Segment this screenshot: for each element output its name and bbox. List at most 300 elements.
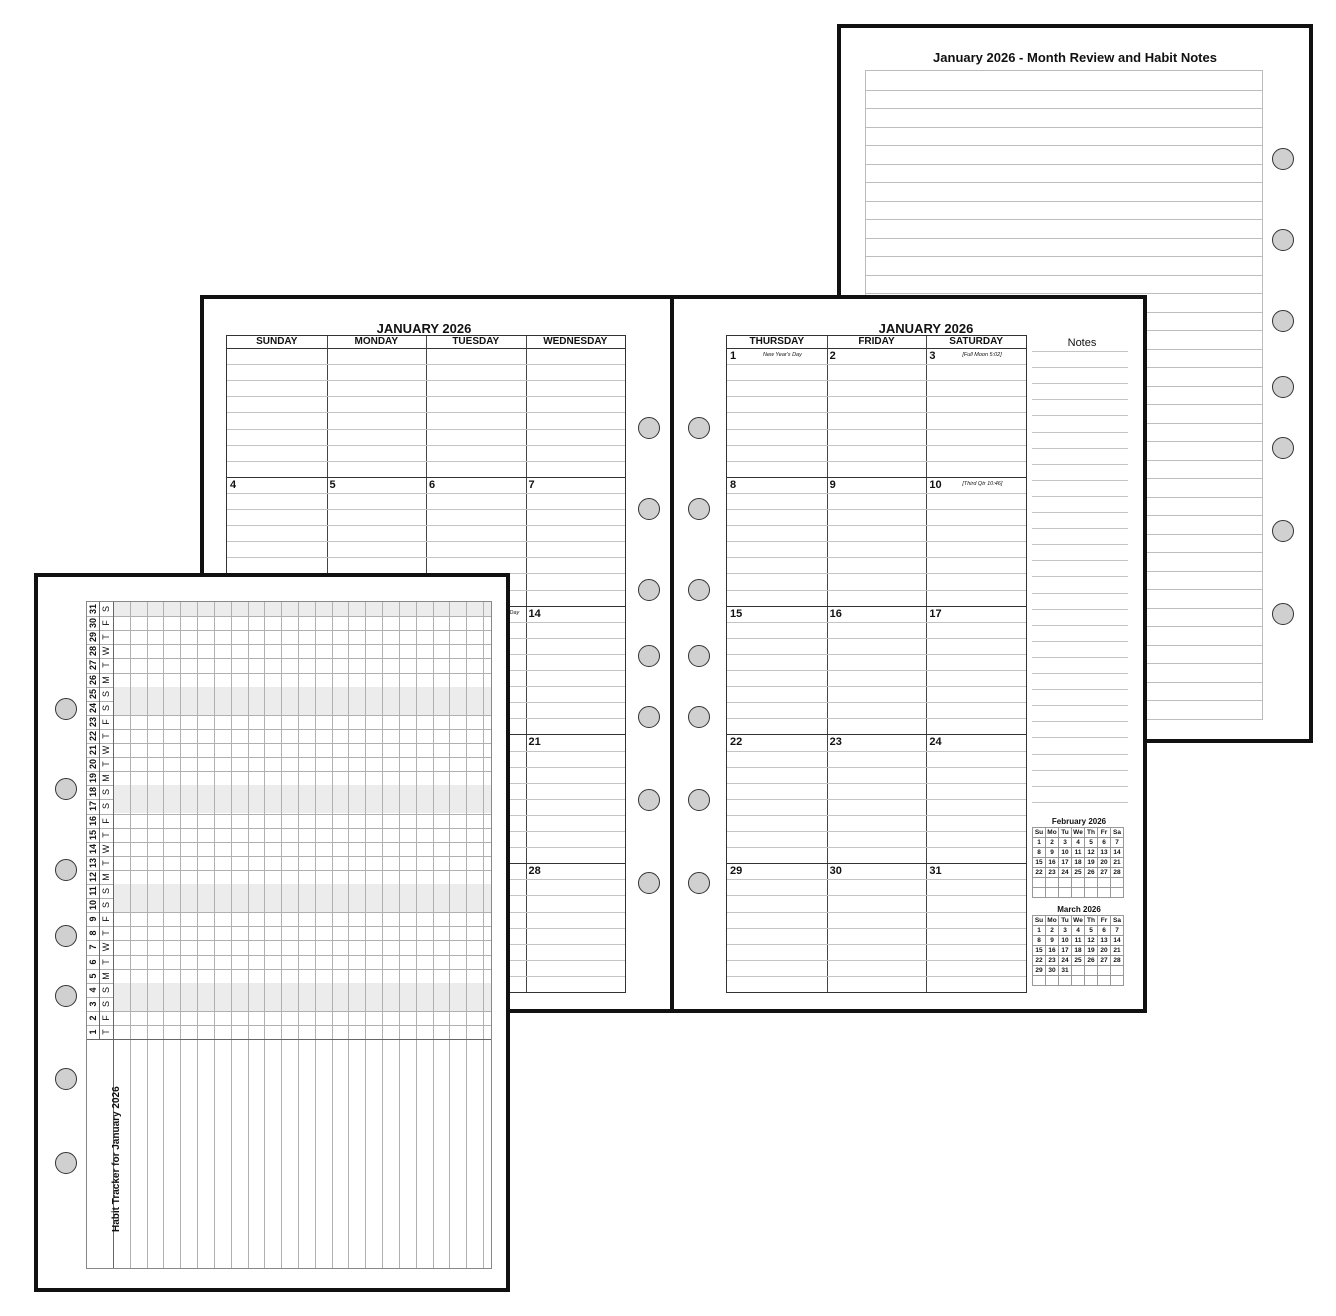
mini-calendar-title: March 2026 — [1057, 905, 1101, 914]
habit-weekday-letter: W — [101, 647, 111, 656]
mini-calendar-week — [1033, 956, 1124, 966]
habit-column-line — [197, 602, 198, 1268]
habit-column-line — [298, 602, 299, 1268]
punch-hole — [638, 498, 660, 520]
date-number: 8 — [730, 478, 737, 491]
ruled-line — [727, 751, 1026, 752]
date-number: 5 — [329, 478, 336, 491]
ruled-line — [727, 380, 1026, 381]
mini-calendar-weekday: Fr — [1098, 916, 1111, 926]
ruled-line — [1032, 770, 1128, 771]
notes-lines — [1032, 351, 1128, 811]
mini-calendar-day: 13 — [1098, 848, 1111, 858]
habit-column-line — [416, 602, 417, 1268]
mini-calendar-week — [1033, 838, 1124, 848]
habit-day-number: 17 — [88, 801, 98, 812]
ruled-line — [866, 293, 1262, 294]
mini-calendar-weekday: Sa — [1111, 828, 1124, 838]
weekend-shade — [113, 983, 491, 997]
date-number: 16 — [829, 607, 842, 620]
ruled-line — [727, 783, 1026, 784]
ruled-line — [727, 670, 1026, 671]
mini-calendar-day: 1 — [1033, 926, 1046, 936]
ruled-line — [1032, 448, 1128, 449]
date-number: 2 — [829, 350, 836, 362]
punch-hole — [688, 872, 710, 894]
punch-hole — [638, 872, 660, 894]
habit-weekday-letter: T — [101, 634, 111, 640]
mini-calendar-day — [1085, 888, 1098, 898]
punch-hole — [1272, 437, 1294, 459]
week-divider — [227, 477, 625, 478]
ruled-line — [727, 461, 1026, 462]
mini-calendar-day: 5 — [1085, 838, 1098, 848]
mini-calendar-day: 14 — [1111, 936, 1124, 946]
mini-calendar-day — [1046, 976, 1059, 986]
habit-day-number: 25 — [88, 688, 98, 699]
habit-column-line — [248, 602, 249, 1268]
habit-weekday-letter: F — [101, 1015, 111, 1021]
weekend-shade — [113, 884, 491, 898]
mini-calendar-day: 1 — [1033, 838, 1046, 848]
habit-day-number: 29 — [88, 632, 98, 643]
habit-weekday-letter: M — [101, 774, 111, 782]
mini-calendar-day: 16 — [1046, 946, 1059, 956]
habit-day-number: 4 — [88, 987, 98, 993]
right-page-title: JANUARY 2026 — [878, 321, 974, 336]
ruled-line — [227, 461, 625, 462]
mini-calendar-day — [1072, 966, 1085, 976]
mini-calendar-day: 4 — [1072, 926, 1085, 936]
mini-calendar-day — [1085, 976, 1098, 986]
habit-weekday-letter: S — [101, 704, 111, 711]
mini-calendar-day — [1072, 888, 1085, 898]
habit-weekday-letter: S — [101, 606, 111, 613]
ruled-line — [727, 718, 1026, 719]
mini-calendar-week — [1033, 926, 1124, 936]
habit-weekday-letter: T — [101, 958, 111, 965]
ruled-line — [227, 541, 625, 542]
ruled-line — [1032, 544, 1128, 545]
habit-weekday-letter: T — [101, 930, 111, 937]
ruled-line — [1032, 464, 1128, 465]
weekday-header: WEDNESDAY — [543, 336, 608, 347]
mini-calendar-day — [1059, 888, 1072, 898]
punch-hole — [638, 789, 660, 811]
ruled-line — [227, 396, 625, 397]
ruled-line — [1032, 721, 1128, 722]
ruled-line — [727, 654, 1026, 655]
ruled-line — [227, 509, 625, 510]
mini-calendar-weekday: Su — [1033, 828, 1046, 838]
habit-column-line — [264, 602, 265, 1268]
week-divider — [727, 606, 1026, 607]
mini-calendar-day: 6 — [1098, 926, 1111, 936]
habit-column-line — [348, 602, 349, 1268]
habit-column-line — [315, 602, 316, 1268]
habit-day-number: 3 — [88, 1001, 98, 1007]
mini-calendar-day — [1098, 976, 1111, 986]
ruled-line — [1032, 480, 1128, 481]
weekend-shade — [113, 898, 491, 912]
habit-column-line — [332, 602, 333, 1268]
ruled-line — [1032, 657, 1128, 658]
ruled-line — [727, 364, 1026, 365]
mini-calendar-week — [1033, 936, 1124, 946]
ruled-line — [866, 275, 1262, 276]
habit-weekday-letter: S — [101, 690, 111, 697]
mini-calendar-weekday: We — [1073, 917, 1083, 924]
date-number: 10 — [929, 478, 942, 491]
date-number: 28 — [528, 865, 541, 878]
habit-day-number: 16 — [88, 815, 98, 826]
mini-calendar-title: February 2026 — [1051, 817, 1107, 826]
ruled-line — [1032, 528, 1128, 529]
mini-calendar-weekday: Th — [1085, 916, 1098, 926]
mini-calendar-week — [1033, 946, 1124, 956]
moon-phase-note: [Third Qtr 10:46] — [962, 480, 1003, 487]
habit-day-number: 26 — [88, 674, 98, 685]
date-number: 15 — [730, 607, 743, 620]
habit-day-number: 19 — [88, 773, 98, 784]
date-number: 6 — [429, 478, 436, 491]
habit-day-number: 10 — [88, 900, 98, 911]
habit-column-line — [365, 602, 366, 1268]
ruled-line — [866, 256, 1262, 257]
habit-day-number: 12 — [88, 871, 98, 882]
punch-hole — [55, 925, 77, 947]
habit-column-line — [483, 602, 484, 1268]
mini-calendar-day: 20 — [1098, 946, 1111, 956]
habit-day-number: 28 — [88, 646, 98, 657]
ruled-line — [1032, 415, 1128, 416]
ruled-line — [1032, 737, 1128, 738]
ruled-line — [727, 847, 1026, 848]
mini-calendar-february — [1032, 817, 1126, 898]
ruled-line — [866, 145, 1262, 146]
mini-calendar-weekday: Tu — [1059, 828, 1072, 838]
punch-hole — [638, 579, 660, 601]
mini-calendar-week — [1033, 858, 1124, 868]
habit-weekday-letter: S — [101, 902, 111, 909]
mini-calendar-day: 9 — [1046, 936, 1059, 946]
habit-weekday-letter: M — [101, 675, 111, 684]
punch-hole — [688, 579, 710, 601]
mini-calendar-day — [1098, 878, 1111, 888]
mini-calendar-day: 7 — [1111, 926, 1124, 936]
mini-calendar-day: 9 — [1046, 848, 1059, 858]
habit-weekday-letter: S — [101, 1000, 111, 1007]
ruled-line — [727, 928, 1026, 929]
habit-day-number: 31 — [88, 604, 98, 615]
date-number: 22 — [730, 736, 743, 749]
habit-day-number: 8 — [88, 930, 98, 936]
mini-calendar-day: 10 — [1059, 848, 1072, 858]
ruled-line — [727, 976, 1026, 977]
weekend-shade — [113, 785, 491, 799]
mini-calendar-day: 6 — [1098, 838, 1111, 848]
habit-weekday-letter: S — [101, 803, 111, 810]
mini-calendar-weekday: Mo — [1047, 829, 1057, 836]
mini-calendar-day — [1098, 888, 1111, 898]
habit-weekday-letter: F — [101, 719, 111, 725]
weekend-shade — [113, 602, 491, 616]
habit-grid — [86, 601, 492, 1269]
mini-calendar-day: 11 — [1072, 936, 1085, 946]
habit-weekday-letter: M — [101, 873, 111, 881]
ruled-line — [1032, 786, 1128, 787]
mini-calendar-day — [1085, 966, 1098, 976]
habit-day-number: 27 — [88, 660, 98, 671]
mini-calendar-week — [1033, 888, 1124, 898]
habit-day-number: 14 — [88, 843, 98, 854]
ruled-line — [727, 912, 1026, 913]
header-divider — [727, 348, 1026, 349]
punch-hole — [1272, 603, 1294, 625]
weekday-header: SATURDAY — [949, 336, 1004, 347]
mini-calendar-week — [1033, 868, 1124, 878]
ruled-line — [727, 396, 1026, 397]
mini-calendar-day — [1046, 878, 1059, 888]
mini-calendar-day: 28 — [1111, 868, 1124, 878]
ruled-line — [227, 380, 625, 381]
ruled-line — [227, 525, 625, 526]
ruled-line — [866, 182, 1262, 183]
ruled-line — [727, 525, 1026, 526]
ruled-line — [727, 895, 1026, 896]
punch-hole — [688, 706, 710, 728]
habit-grid-divider — [87, 1039, 491, 1040]
left-page-title: JANUARY 2026 — [376, 321, 472, 336]
punch-hole — [55, 859, 77, 881]
mini-calendar-day — [1111, 976, 1124, 986]
right-calendar-grid — [726, 335, 1027, 993]
habit-day-number: 15 — [88, 829, 98, 840]
mini-calendar-weekday: Fr — [1098, 828, 1111, 838]
ruled-line — [727, 557, 1026, 558]
date-number: 14 — [528, 607, 541, 620]
habit-tracker-title: Habit Tracker for January 2026 — [111, 1086, 122, 1232]
mini-calendar-day: 21 — [1111, 858, 1124, 868]
mini-calendar-day: 22 — [1033, 956, 1046, 966]
habit-column-line — [163, 602, 164, 1268]
mini-calendar-day: 3 — [1059, 838, 1072, 848]
mini-calendar-day: 8 — [1033, 848, 1046, 858]
column-divider — [526, 336, 527, 992]
habit-column-line — [147, 602, 148, 1268]
mini-calendar-day: 13 — [1098, 936, 1111, 946]
ruled-line — [1032, 351, 1128, 352]
mini-calendar-day — [1033, 888, 1046, 898]
mini-calendar-day: 25 — [1072, 868, 1085, 878]
holiday-note: Day — [509, 609, 520, 616]
ruled-line — [1032, 705, 1128, 706]
weekend-shade — [113, 701, 491, 715]
punch-hole — [638, 706, 660, 728]
habit-column-line — [466, 602, 467, 1268]
mini-calendar-day: 29 — [1033, 966, 1046, 976]
habit-weekday-letter: W — [101, 745, 111, 755]
habit-day-number: 11 — [88, 886, 98, 896]
column-divider — [99, 602, 100, 1039]
punch-hole — [1272, 229, 1294, 251]
habit-weekday-letter: F — [101, 817, 111, 824]
notes-label: Notes — [1067, 337, 1097, 349]
habit-day-number: 21 — [88, 745, 98, 756]
mini-calendar-day: 27 — [1098, 956, 1111, 966]
mini-calendar-week — [1033, 848, 1124, 858]
habit-column-line — [433, 602, 434, 1268]
habit-day-number: 9 — [88, 916, 98, 922]
mini-calendar-day: 26 — [1085, 868, 1098, 878]
mini-calendar-week — [1033, 878, 1124, 888]
ruled-line — [227, 493, 625, 494]
ruled-line — [1032, 512, 1128, 513]
punch-hole — [55, 778, 77, 800]
habit-weekday-letter: F — [101, 916, 111, 922]
ruled-line — [727, 429, 1026, 430]
ruled-line — [866, 90, 1262, 91]
date-number: 7 — [528, 478, 535, 491]
date-number: 17 — [929, 607, 942, 620]
ruled-line — [227, 445, 625, 446]
mini-calendar-day: 5 — [1085, 926, 1098, 936]
mini-calendar-day: 21 — [1111, 946, 1124, 956]
ruled-line — [727, 767, 1026, 768]
habit-column-line — [214, 602, 215, 1268]
mini-calendar-weekday: Mo — [1047, 917, 1057, 924]
mini-calendar-weekday: Tu — [1059, 916, 1072, 926]
column-divider — [926, 336, 927, 992]
date-number: 3 — [929, 350, 936, 362]
punch-hole — [638, 645, 660, 667]
mini-calendar-day: 2 — [1046, 926, 1059, 936]
habit-weekday-letter: T — [101, 831, 111, 838]
mini-calendar-day: 27 — [1098, 868, 1111, 878]
habit-column-line — [449, 602, 450, 1268]
ruled-line — [727, 573, 1026, 574]
mini-calendar-day: 23 — [1046, 868, 1059, 878]
habit-weekday-letter: F — [101, 620, 111, 626]
mini-calendar-day: 18 — [1072, 858, 1085, 868]
weekday-header: TUESDAY — [452, 336, 500, 347]
ruled-line — [1032, 576, 1128, 577]
ruled-line — [227, 429, 625, 430]
weekday-header: FRIDAY — [858, 336, 895, 347]
ruled-line — [1032, 689, 1128, 690]
mini-calendar-day: 30 — [1046, 966, 1059, 976]
date-number: 30 — [829, 865, 842, 878]
habit-day-number: 7 — [88, 944, 98, 950]
mini-calendar-week — [1033, 976, 1124, 986]
mini-calendar-day: 24 — [1059, 868, 1072, 878]
habit-column-line — [130, 602, 131, 1268]
ruled-line — [1032, 802, 1128, 803]
mini-calendar-header-row — [1033, 916, 1124, 926]
habit-tracker-page — [34, 573, 510, 1292]
habit-column-line — [382, 602, 383, 1268]
ruled-line — [727, 412, 1026, 413]
mini-calendar-day: 8 — [1033, 936, 1046, 946]
weekday-header: SUNDAY — [256, 336, 298, 347]
punch-hole — [55, 1152, 77, 1174]
mini-calendar-day: 17 — [1059, 858, 1072, 868]
punch-hole — [688, 645, 710, 667]
mini-calendar-day: 23 — [1046, 956, 1059, 966]
ruled-line — [1032, 625, 1128, 626]
ruled-line — [1032, 367, 1128, 368]
date-number: 21 — [528, 736, 541, 749]
ruled-line — [727, 702, 1026, 703]
punch-hole — [688, 417, 710, 439]
punch-hole — [688, 789, 710, 811]
ruled-line — [727, 445, 1026, 446]
habit-weekday-letter: T — [101, 761, 111, 767]
mini-calendar-day — [1098, 966, 1111, 976]
habit-day-number: 1 — [88, 1029, 98, 1035]
mini-calendar-weekday: Sa — [1111, 916, 1124, 926]
mini-calendar-day: 11 — [1072, 848, 1085, 858]
ruled-line — [727, 509, 1026, 510]
ruled-line — [727, 960, 1026, 961]
habit-day-number: 22 — [88, 730, 98, 741]
mini-calendar-day: 17 — [1059, 946, 1072, 956]
habit-column-line — [180, 602, 181, 1268]
mini-calendar-day — [1111, 966, 1124, 976]
habit-weekday-letter: W — [101, 844, 111, 853]
week-divider — [727, 734, 1026, 735]
ruled-line — [1032, 496, 1128, 497]
mini-calendar-day: 22 — [1033, 868, 1046, 878]
mini-calendar-day: 25 — [1072, 956, 1085, 966]
ruled-line — [727, 831, 1026, 832]
weekend-shade — [113, 997, 491, 1011]
ruled-line — [727, 493, 1026, 494]
mini-calendar-weekday: We — [1073, 829, 1083, 836]
mini-calendar-week — [1033, 966, 1124, 976]
habit-weekday-letter: M — [101, 971, 111, 980]
date-number: 9 — [829, 478, 836, 491]
mini-calendar-day — [1111, 888, 1124, 898]
ruled-line — [727, 541, 1026, 542]
ruled-line — [727, 799, 1026, 800]
habit-column-line — [231, 602, 232, 1268]
right-month-page — [670, 295, 1147, 1013]
ruled-line — [866, 219, 1262, 220]
mini-calendar-day — [1033, 878, 1046, 888]
moon-phase-note: [Full Moon 5:02] — [962, 352, 1002, 358]
mini-calendar-day — [1046, 888, 1059, 898]
date-number: 24 — [929, 736, 942, 749]
ruled-line — [727, 815, 1026, 816]
habit-weekday-letter: W — [101, 943, 111, 952]
date-number: 29 — [730, 865, 743, 878]
mini-calendar-day: 7 — [1111, 838, 1124, 848]
mini-calendar-day: 10 — [1059, 936, 1072, 946]
ruled-line — [727, 944, 1026, 945]
weekend-shade — [113, 687, 491, 701]
mini-calendar-day: 4 — [1072, 838, 1085, 848]
habit-weekday-letter: S — [101, 888, 111, 895]
mini-calendar-day — [1059, 878, 1072, 888]
review-title: January 2026 - Month Review and Habit Notes — [933, 50, 1217, 65]
punch-hole — [55, 698, 77, 720]
mini-calendar-day: 31 — [1059, 966, 1072, 976]
week-divider — [727, 863, 1026, 864]
ruled-line — [1032, 641, 1128, 642]
mini-calendar-day — [1085, 878, 1098, 888]
mini-calendar-day: 15 — [1033, 858, 1046, 868]
